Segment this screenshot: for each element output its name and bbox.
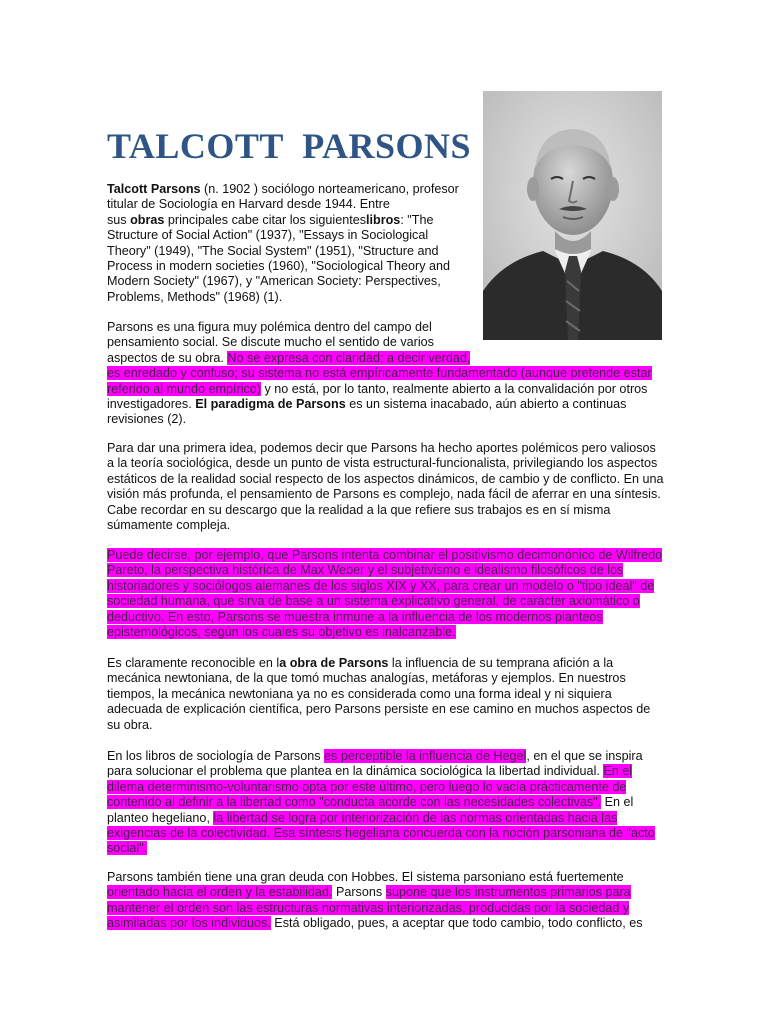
- highlight: supone que los instrumentos primarios para: [385, 885, 631, 900]
- portrait-photo: [483, 91, 662, 340]
- controversy-paragraph: Parsons es una figura muy polémica dentro del campo del pensamiento social. Se discute mucho el sentido de varios aspectos de su obra. No se expresa con claridad; a decir verdad, es enredado y confuso; su sistema no está empíricamente fundamentado (aunque pretende estar referido al mundo empírico) y no está, por lo tanto, realmente abierto a la convalidación por otros investigadores. El paradigma de Parsons es un sistema inacabado, aún abierto a continuas revisiones (2).: [107, 320, 652, 427]
- name-bold: Talcott Parsons: [107, 182, 201, 196]
- newtonian-paragraph: Es claramente reconocible en la obra de Parsons la influencia de su temprana afición a la mecánica newtoniana, de la que tomó muchas analogías, metáforas y ejemplos. En nuestros tiempos, la mecánica newtoniana ya no es considerada como una forma ideal y ni siquiera adecuada de explicación científica, pero Parsons persiste en ese camino en muchos aspectos de su obra.: [107, 656, 651, 732]
- highlight: epistemológicos, según los cuales su objetivo es inalcanzable.: [107, 625, 456, 640]
- highlight: es enredado y confuso; su sistema no está empíricamente fundamentado (aunque pretende estar: [107, 366, 652, 381]
- highlight: Puede decirse, por ejemplo, que Parsons intenta combinar el positivismo decimonónico de Wilfredo: [107, 548, 663, 562]
- page-title: TALCOTT PARSONS: [107, 126, 472, 166]
- highlight: la libertad se logra por interiorización de las normas orientadas hacia las: [213, 810, 618, 825]
- overview-paragraph: Para dar una primera idea, podemos decir que Parsons ha hecho aportes polémicos pero valiosos a la teoría sociológica, desde un punto de vista estructural-funcionalista, privilegiando los aspectos estáticos de la realidad social respecto de los aspectos dinámicos, de cambio y de conflicto. En una visión más profunda, el pensamiento de Parsons es complejo, nada fácil de aferrar en una síntesis. Cabe recordar en su descargo que la realidad a la que refiere sus trabajos es en sí misma súmamente compleja.: [107, 441, 664, 533]
- highlight: No se expresa con claridad; a decir verdad,: [227, 350, 471, 365]
- highlight: deductivo. En esto, Parsons se muestra inmune a la influencia de los modernos planteos: [107, 609, 603, 624]
- highlight: dilema determinismo-voluntarismo opta por este último, pero luego lo vacía prácticamente de: [107, 779, 627, 794]
- highlight: sociedad humana, que sirva de base a un sistema explicativo general, de carácter axiomático o: [107, 594, 640, 609]
- highlight: contenido al definir a la libertad como "conducta acorde con las necesidades colectivas".: [107, 795, 602, 810]
- highlight: exigencias de la colectividad. Esa síntesis hegeliana concuerda con la noción parsoniana de "acto: [107, 826, 655, 841]
- highlight: En el: [603, 764, 633, 779]
- highlight: asimiladas por los individuos.: [107, 916, 271, 931]
- highlight: historiadores y sociólogos alemanes de los siglos XIX y XX, para crear un modelo o "tipo ideal" de: [107, 578, 655, 593]
- highlight: mantener el orden son las estructuras normativas interiorizadas, producidas por la sociedad y: [107, 900, 630, 915]
- influences-paragraph: [107, 548, 662, 640]
- highlight: Pareto, la perspectiva histórica de Max Weber y el subjetivismo e idealismo filosóficos de los: [107, 563, 624, 578]
- highlight: orientado hacia el orden y la estabilidad.: [107, 885, 333, 900]
- portrait-icon: [483, 91, 662, 340]
- highlight: es perceptible la influencia de Hegel: [324, 749, 527, 763]
- hegel-paragraph: En los libros de sociología de Parsons es perceptible la influencia de Hegel, en el que se inspira para solucionar el problema que plantea en la dinámica sociológica la libertad individual. En el dilema determinismo-voluntarismo opta por este último, pero luego lo vacía prácticamente de contenido al definir a la libertad como "conducta acorde con las necesidades colectivas". En el planteo hegeliano, la libertad se logra por interiorización de las normas orientadas hacia las exigencias de la colectividad. Esa síntesis hegeliana concuerda con la noción parsoniana de "acto social".: [107, 749, 655, 856]
- intro-paragraph: Talcott Parsons (n. 1902 ) sociólogo norteamericano, profesor titular de Sociología en Harvard desde 1944. Entre sus obras principales cabe citar los siguienteslibros: "The Structure of Social Action" (1937), "Essays in Sociological Theory" (1949), "The Social System" (1951), "Structure and Process in modern societies (1960), "Sociological Theory and Modern Society" (1967), y "American Society: Perspectives, Problems, Methods" (1968) (1).: [107, 182, 459, 304]
- hobbes-paragraph: Parsons también tiene una gran deuda con Hobbes. El sistema parsoniano está fuertemente orientado hacia el orden y la estabilidad. Parsons supone que los instrumentos primarios para mantener el orden son las estructuras normativas interiorizadas, producidas por la sociedad y asimiladas por los individuos. Está obligado, pues, a aceptar que todo cambio, todo conflicto, es: [107, 870, 643, 931]
- highlight: referido al mundo empírico): [107, 381, 261, 396]
- highlight: social".: [107, 841, 148, 856]
